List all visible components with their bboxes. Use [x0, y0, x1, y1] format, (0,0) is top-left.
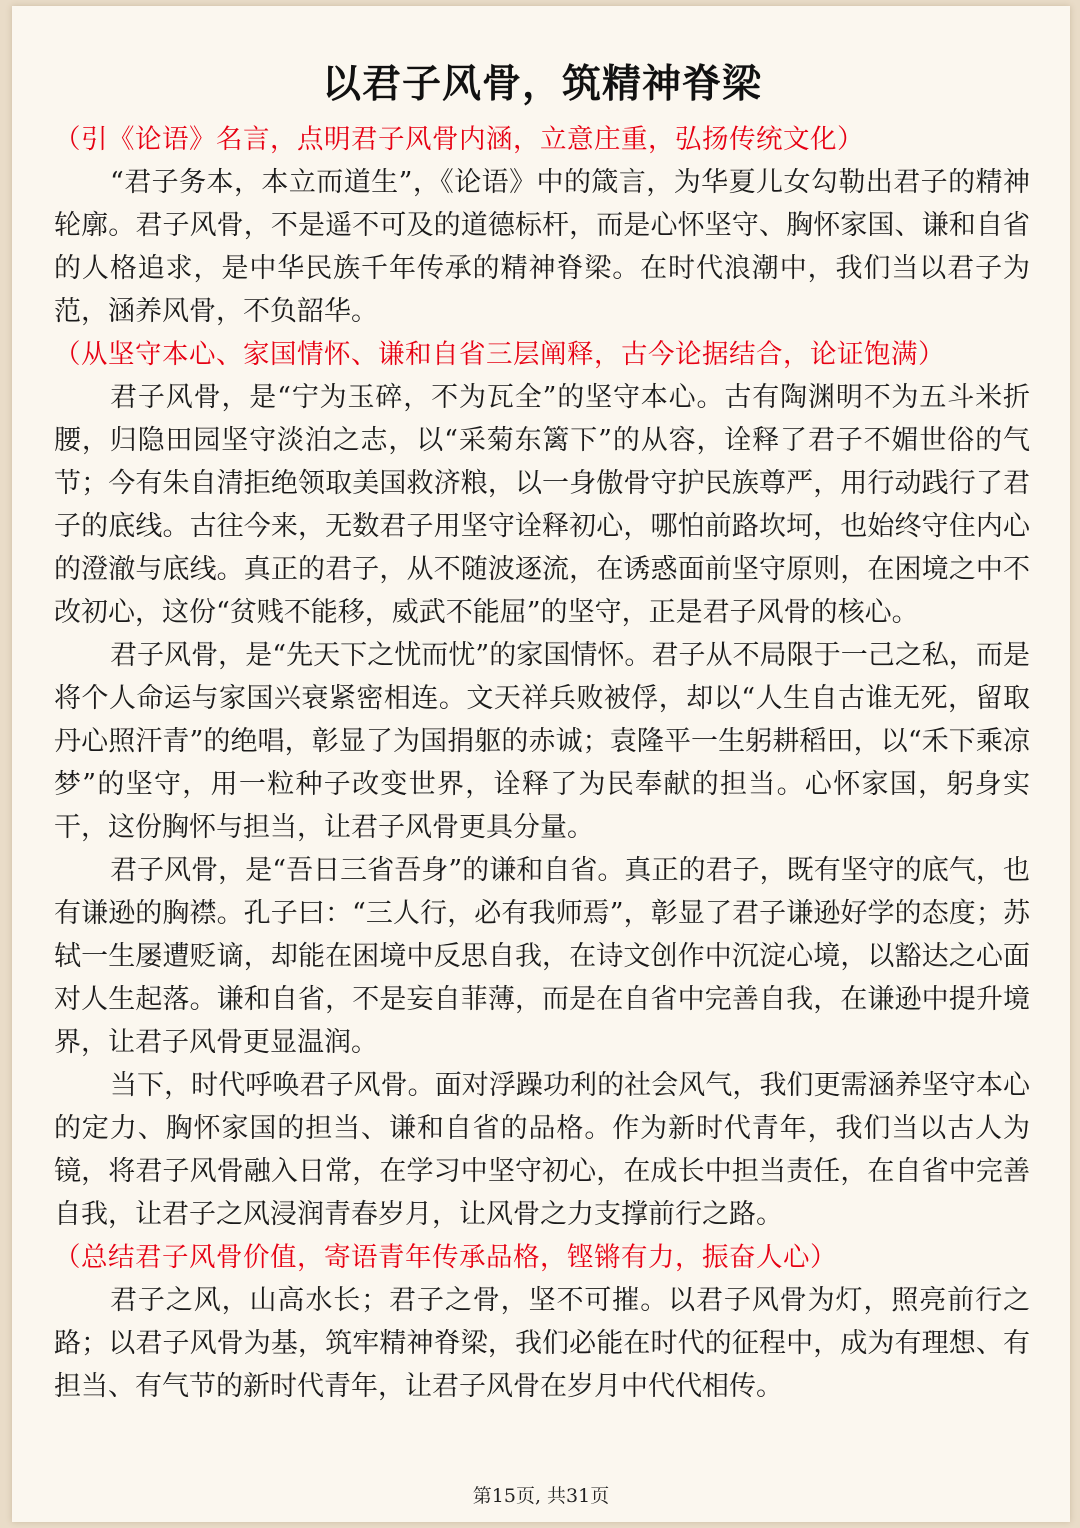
- document-page: [12, 6, 1070, 1522]
- paragraph-intro: “君子务本，本立而道生”，《论语》中的箴言，为华夏儿女勾勒出君子的精神轮廓。君子风骨，不是遥不可及的道德标杆，而是心怀坚守、胸怀家国、谦和自省的人格追求，是中华民族千年传承的精神脊梁。在时代浪潮中，我们当以君子为范，涵养风骨，不负韶华。: [54, 167, 1030, 327]
- annotation-body: （从坚守本心、家国情怀、谦和自省三层阐释，古今论据结合，论证饱满）: [54, 339, 945, 370]
- document-content: [54, 54, 1030, 1408]
- page-number: 第15页, 共31页: [472, 1485, 610, 1507]
- paragraph-patriotism: 君子风骨，是“先天下之忧而忧”的家国情怀。君子从不局限于一己之私，而是将个人命运与家国兴衰紧密相连。文天祥兵败被俘，却以“人生自古谁无死，留取丹心照汗青”的绝唱，彰显了为国捐躯的赤诚；袁隆平一生躬耕稻田，以“禾下乘凉梦”的坚守，用一粒种子改变世界，诠释了为民奉献的担当。心怀家国，躬身实干，这份胸怀与担当，让君子风骨更具分量。: [54, 640, 1030, 843]
- paragraph-present-day: 当下，时代呼唤君子风骨。面对浮躁功利的社会风气，我们更需涵养坚守本心的定力、胸怀家国的担当、谦和自省的品格。作为新时代青年，我们当以古人为镜，将君子风骨融入日常，在学习中坚守初心，在成长中担当责任，在自省中完善自我，让君子之风浸润青春岁月，让风骨之力支撑前行之路。: [54, 1070, 1030, 1230]
- document-title: 以君子风骨，筑精神脊梁: [321, 61, 762, 107]
- annotation-conclusion: （总结君子风骨价值，寄语青年传承品格，铿锵有力，振奋人心）: [54, 1242, 837, 1273]
- paragraph-self-reflection: 君子风骨，是“吾日三省吾身”的谦和自省。真正的君子，既有坚守的底气，也有谦逊的胸襟。孔子曰：“三人行，必有我师焉”，彰显了君子谦逊好学的态度；苏轼一生屡遭贬谪，却能在困境中反思自我，在诗文创作中沉淀心境，以豁达之心面对人生起落。谦和自省，不是妄自菲薄，而是在自省中完善自我，在谦逊中提升境界，让君子风骨更显温润。: [54, 855, 1030, 1058]
- paragraph-conclusion: 君子之风，山高水长；君子之骨，坚不可摧。以君子风骨为灯，照亮前行之路；以君子风骨为基，筑牢精神脊梁，我们必能在时代的征程中，成为有理想、有担当、有气节的新时代青年，让君子风骨在岁月中代代相传。: [54, 1285, 1030, 1402]
- paragraph-steadfastness: 君子风骨，是“宁为玉碎，不为瓦全”的坚守本心。古有陶渊明不为五斗米折腰，归隐田园坚守淡泊之志，以“采菊东篱下”的从容，诠释了君子不媚世俗的气节；今有朱自清拒绝领取美国救济粮，以一身傲骨守护民族尊严，用行动践行了君子的底线。古往今来，无数君子用坚守诠释初心，哪怕前路坎坷，也始终守住内心的澄澈与底线。真正的君子，从不随波逐流，在诱惑面前坚守原则，在困境之中不改初心，这份“贫贱不能移，威武不能屈”的坚守，正是君子风骨的核心。: [54, 382, 1030, 628]
- annotation-intro: （引《论语》名言，点明君子风骨内涵，立意庄重，弘扬传统文化）: [54, 124, 864, 155]
